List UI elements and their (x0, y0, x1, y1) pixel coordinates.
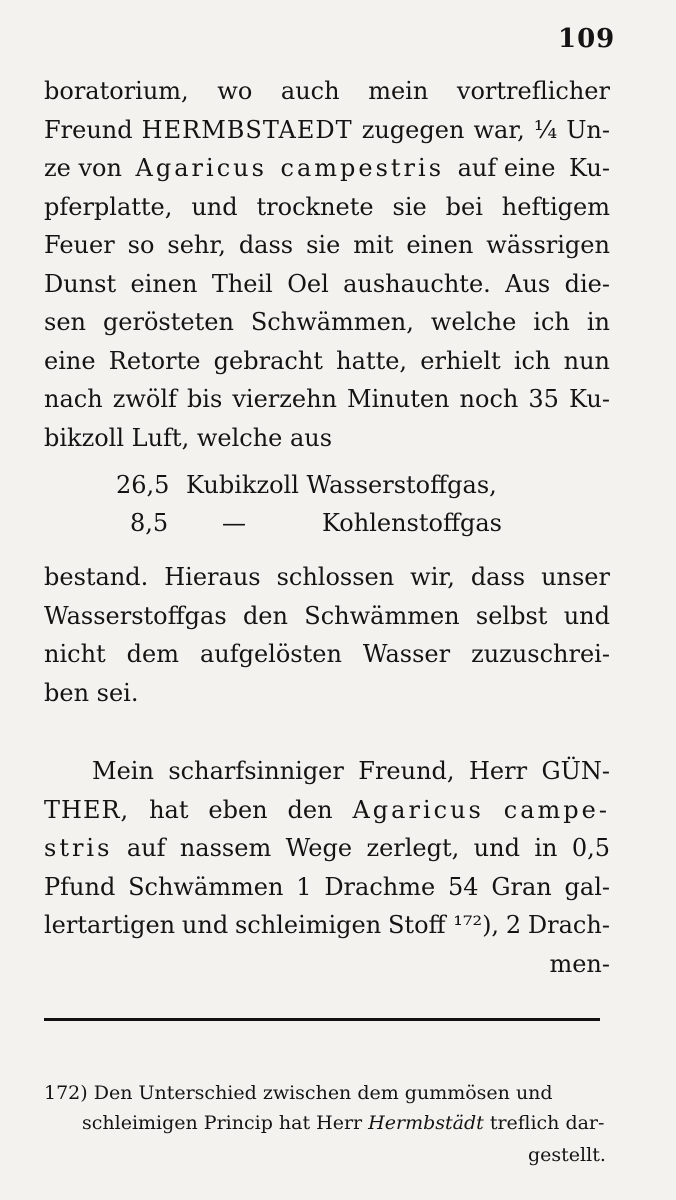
word: bei (445, 192, 483, 221)
word: ze von (44, 154, 122, 182)
word: zwölf (112, 385, 177, 413)
word: mein (368, 77, 429, 105)
word: den (242, 601, 288, 630)
word: welche (430, 308, 517, 336)
word: Hieraus (164, 563, 261, 591)
word: nun (563, 346, 610, 375)
word: sie (392, 192, 427, 221)
paragraph1-line (44, 76, 610, 106)
word: Dunst (44, 269, 117, 298)
word: Drachme (324, 872, 436, 901)
paragraph1-line (44, 230, 610, 260)
gas-amount: 8,5 (130, 509, 169, 537)
word: Gran (491, 872, 552, 901)
page-number: 109 (558, 24, 616, 54)
word: Feuer (44, 231, 115, 259)
word: nicht (44, 640, 106, 668)
word: zuzuschrei- (471, 640, 610, 668)
word: mit (353, 231, 394, 259)
word: sen (44, 308, 86, 336)
paragraph1-line (44, 115, 610, 145)
footnote-divider (44, 1018, 600, 1021)
word: hat (149, 795, 189, 824)
word: unser (541, 563, 610, 591)
word: sehr, (167, 231, 226, 259)
word: Agaricus (135, 154, 267, 182)
word: bikzoll Luft, welche aus (44, 423, 333, 452)
word: und (181, 911, 229, 939)
word: Wege (285, 834, 353, 862)
word: Freund (44, 115, 133, 144)
word: war, (473, 115, 525, 144)
word: campe- (503, 795, 610, 824)
word: 0,5 (571, 834, 610, 862)
footnote-author-name: Hermbstädt (368, 1112, 484, 1134)
word: zerlegt, (366, 834, 460, 862)
word: nach (44, 385, 103, 413)
word: den (287, 795, 333, 824)
word: trocknete (256, 192, 374, 221)
word: 54 (447, 872, 479, 901)
word: Schwämmen (128, 872, 284, 901)
word: scharfsinniger (168, 757, 344, 785)
paragraph1-line (44, 269, 610, 299)
word: Retorte (108, 346, 201, 375)
word: ich (513, 346, 551, 375)
word: Wasser (362, 640, 451, 668)
paragraph3-line (44, 872, 610, 902)
paragraph2-line (44, 562, 610, 592)
footnote-line-3: gestellt. (528, 1144, 606, 1166)
word: HERMBSTAEDT (141, 115, 353, 144)
word: bestand. (44, 563, 149, 591)
footnote-line-1: 172) Den Unterschied zwischen dem gummösen und (44, 1082, 553, 1104)
word: schleimigen (234, 911, 382, 939)
word: auf eine (457, 154, 556, 182)
paragraph3-line (44, 910, 610, 940)
word: einen (130, 269, 198, 298)
word: in (586, 308, 610, 336)
word: schlossen (276, 563, 395, 591)
word: aufgelösten (199, 640, 342, 668)
gas-amount: 26,5 (116, 471, 170, 499)
word: erhielt (420, 346, 501, 375)
word: nassem (179, 834, 272, 862)
word: Schwämmen (304, 601, 460, 630)
paragraph2-line (44, 601, 610, 631)
word: Ku- (569, 154, 610, 182)
word: Mein (92, 757, 154, 785)
word: gal- (564, 872, 610, 901)
word: wir, (410, 563, 455, 591)
word: Theil (211, 269, 273, 298)
word: bis (186, 385, 223, 413)
paragraph1-line (44, 423, 610, 453)
paragraph2-line (44, 678, 610, 708)
word: Minuten (347, 385, 450, 413)
word: men- (549, 949, 610, 978)
gas-name: Kubikzoll Wasserstoffgas, (186, 471, 497, 499)
word: Schwämmen, (250, 308, 414, 336)
word: campestris (280, 154, 445, 182)
word: Stoff ¹⁷²), (387, 911, 500, 939)
footnote-line-2 (82, 1108, 604, 1138)
word: Drach- (527, 911, 610, 939)
word: zugegen (361, 115, 465, 144)
word: aushauchte. (343, 269, 491, 298)
paragraph3-line (44, 833, 610, 863)
word: ¼ (533, 115, 558, 144)
word: eine (44, 346, 96, 375)
word: gebracht (213, 346, 323, 375)
word: und (191, 192, 238, 221)
paragraph3-line (44, 949, 610, 979)
word: dem (126, 640, 179, 668)
word: eben (208, 795, 268, 824)
word: ich (533, 308, 570, 336)
word: in (534, 834, 558, 862)
word: Herr (468, 757, 528, 785)
word: vierzehn (232, 385, 337, 413)
word: heftigem (501, 192, 610, 221)
word: stris (44, 834, 113, 862)
word: Wasserstoffgas (44, 601, 227, 630)
ditto-dash: — (222, 509, 246, 537)
word: 1 (296, 872, 312, 901)
word: 35 (528, 385, 559, 413)
footnote-line-2-text: schleimigen Princip hat Herr (82, 1112, 363, 1134)
paragraph1-line (44, 153, 610, 183)
word: Aus (505, 269, 551, 298)
paragraph1-line (44, 192, 610, 222)
word: GÜN- (541, 757, 610, 785)
word: gerösteten (102, 308, 234, 336)
gas-name: Kohlenstoffgas (322, 509, 502, 537)
word: Pfund (44, 872, 116, 901)
word: vortreflicher (456, 77, 610, 105)
word: noch (459, 385, 519, 413)
word: auch (280, 77, 340, 105)
word: THER, (44, 795, 130, 824)
word: Un- (566, 115, 610, 144)
word: Freund, (358, 757, 455, 785)
word: wo (217, 77, 253, 105)
word: wässrigen (486, 231, 610, 259)
word: so (127, 231, 155, 259)
paragraph1-line (44, 384, 610, 414)
word: die- (564, 269, 610, 298)
word: und (473, 834, 520, 862)
word: dass (470, 563, 526, 591)
word: Oel (287, 269, 329, 298)
word: lertartigen (44, 911, 176, 939)
word: pferplatte, (44, 192, 173, 221)
word: dass (238, 231, 294, 259)
word: Agaricus (352, 795, 484, 824)
paragraph1-line (44, 346, 610, 376)
word: hatte, (336, 346, 408, 375)
word: und (563, 601, 610, 630)
word: einen (406, 231, 474, 259)
word: ben sei. (44, 678, 139, 707)
word: boratorium, (44, 77, 189, 105)
paragraph1-line (44, 307, 610, 337)
paragraph3-line (44, 795, 610, 825)
word: Ku- (568, 385, 610, 413)
word: selbst (475, 601, 548, 630)
word: sie (306, 231, 341, 259)
footnote-line-2-end: treflich dar- (489, 1112, 605, 1134)
word: 2 (505, 911, 522, 939)
word: auf (126, 834, 166, 862)
paragraph3-line (92, 756, 610, 786)
paragraph2-line (44, 639, 610, 669)
